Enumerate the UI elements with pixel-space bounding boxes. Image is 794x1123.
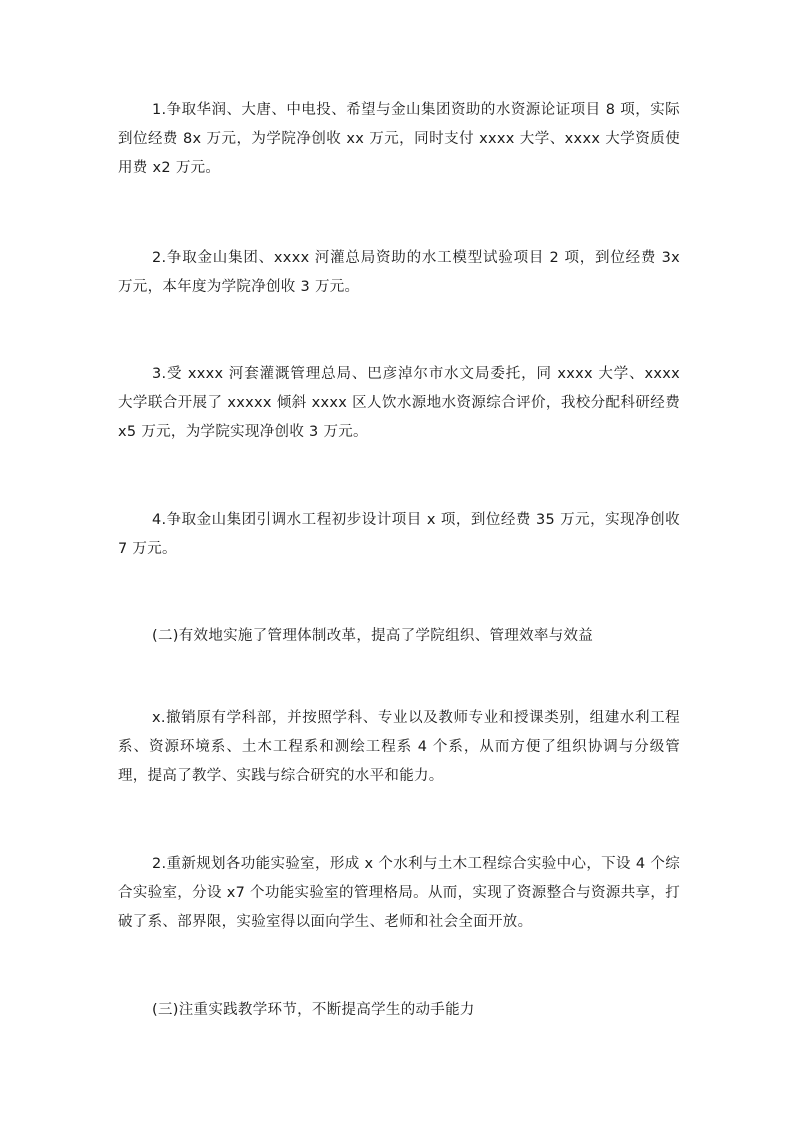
paragraph-item-1: 1.争取华润、大唐、中电投、希望与金山集团资助的水资源论证项目 8 项，实际到位经费 8x 万元，为学院净创收 xx 万元，同时支付 xxxx 大学、xxxx 大学资质使用费 x2 万元。 xyxy=(118,102,680,176)
paragraph-section2-item-1: x.撤销原有学科部，并按照学科、专业以及教师专业和授课类别，组建水利工程系、资源环境系、土木工程系和测绘工程系 4 个系，从而方便了组织协调与分级管理，提高了教学、实践与综合研究的水平和能力。 xyxy=(118,710,680,784)
paragraph-item-3: 3.受 xxxx 河套灌溉管理总局、巴彦淖尔市水文局委托，同 xxxx 大学、xxxx 大学联合开展了 xxxxx 倾斜 xxxx 区人饮水源地水资源综合评价，我校分配科研经费 x5 万元，为学院实现净创收 3 万元。 xyxy=(118,366,680,440)
paragraph-item-2: 2.争取金山集团、xxxx 河灌总局资助的水工模型试验项目 2 项，到位经费 3x 万元，本年度为学院净创收 3 万元。 xyxy=(118,250,680,295)
paragraph-item-4: 4.争取金山集团引调水工程初步设计项目 x 项，到位经费 35 万元，实现净创收 7 万元。 xyxy=(118,512,680,557)
paragraph-section2-item-2: 2.重新规划各功能实验室，形成 x 个水利与土木工程综合实验中心，下设 4 个综合实验室，分设 x7 个功能实验室的管理格局。从而，实现了资源整合与资源共享，打破了系、部界限，实验室得以面向学生、老师和社会全面开放。 xyxy=(118,856,680,930)
section-heading-2: (二)有效地实施了管理体制改革，提高了学院组织、管理效率与效益 xyxy=(152,628,594,644)
section-heading-3: (三)注重实践教学环节，不断提高学生的动手能力 xyxy=(152,1002,475,1018)
